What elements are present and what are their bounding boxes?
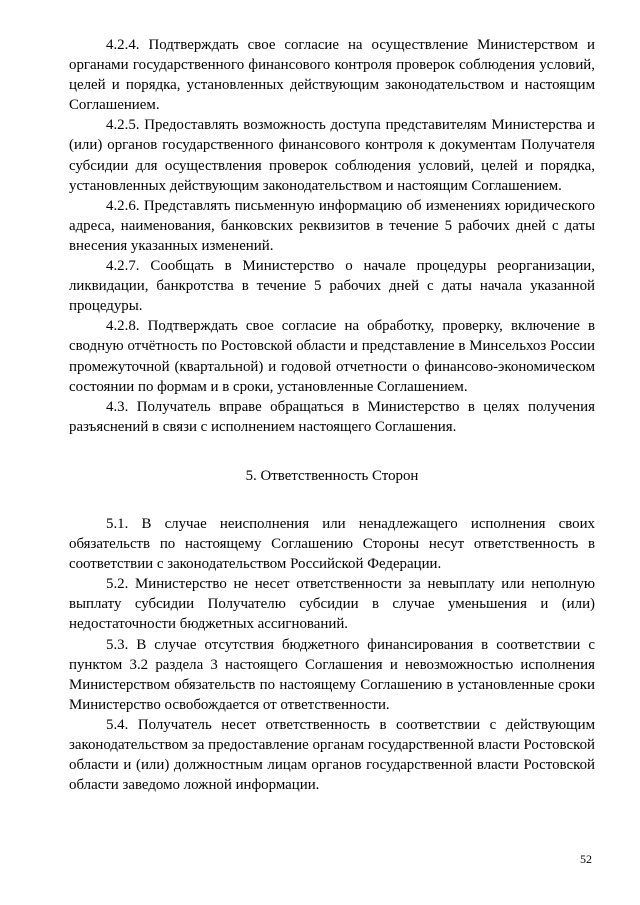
clause-4-2-4: 4.2.4. Подтверждать свое согласие на осуществление Министерством и органами государственного финансового контроля проверок соблюдения условий, целей и порядка, установленных действующим законодательством и настоящим Соглашением. [69,37,595,114]
clause-4-2-8: 4.2.8. Подтверждать свое согласие на обработку, проверку, включение в сводную отчётность по Ростовской области и представление в Минсельхоз России промежуточной (квартальной) и годовой отчетности о финансово-экономическом состоянии по формам и в сроки, установленные Соглашением. [69,318,595,395]
section-heading: 5. Ответственность Сторон [245,467,419,484]
clause-5-4: 5.4. Получатель несет ответственность в соответствии с действующим законодательством за предоставление органам государственной власти Ростовской области и (или) должностным лицам органов государственной власти Ростовской области заведомо ложной информации. [69,716,595,794]
clause-4-2-5: 4.2.5. Предоставлять возможность доступа представителям Министерства и (или) органов государственного финансового контроля к документам Получателя субсидии для осуществления проверок соблюдения условий, целей и порядка, установленных действующим законодательством и настоящим Соглашением. [69,117,595,194]
page-content [69,35,595,795]
clause-4-2-7: 4.2.7. Сообщать в Министерство о начале процедуры реорганизации, ликвидации, банкротства в течение 5 рабочих дней с даты начала указанной процедуры. [69,258,595,315]
clause-5-1: 5.1. В случае неисполнения или ненадлежащего исполнения своих обязательств по настоящему Соглашению Стороны несут ответственность в соответствии с законодательством Российской Федерации. [69,515,595,573]
clause-4-3: 4.3. Получатель вправе обращаться в Министерство в целях получения разъяснений в связи с исполнением настоящего Соглашения. [69,398,595,435]
clause-5-3: 5.3. В случае отсутствия бюджетного финансирования в соответствии с пунктом 3.2 раздела 3 настоящего Соглашения и невозможностью исполнения Министерством обязательств по настоящему Соглашению в установленные сроки Министерство освобождается от ответственности. [69,636,595,713]
clause-4-2-6: 4.2.6. Представлять письменную информацию об изменениях юридического адреса, наименования, банковских реквизитов в течение 5 рабочих дней с даты внесения указанных изменений. [69,197,595,254]
page-number: 52 [580,852,592,866]
clause-5-2: 5.2. Министерство не несет ответственности за невыплату или неполную выплату субсидии Получателю субсидии в случае уменьшения и (или) недостаточности бюджетных ассигнований. [69,576,595,633]
